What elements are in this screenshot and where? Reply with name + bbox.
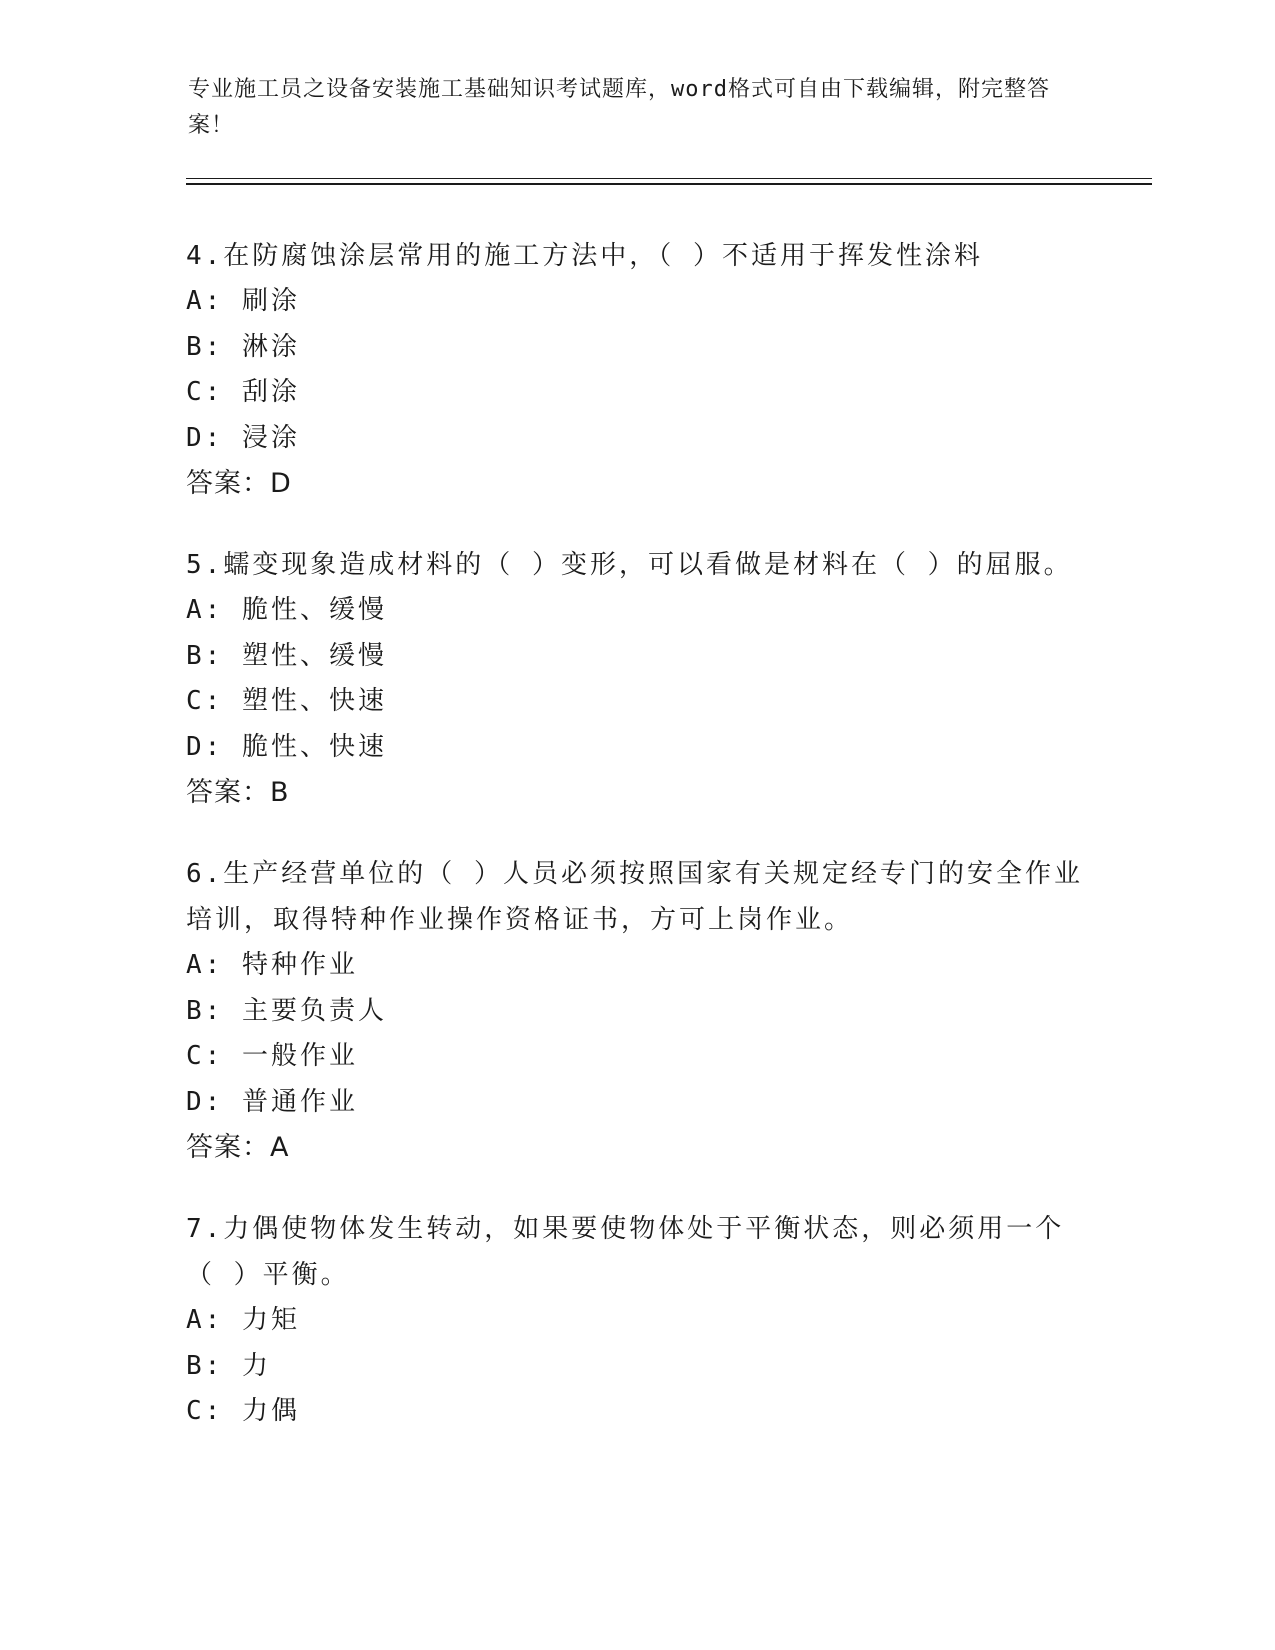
question-5 [186,542,1086,815]
option-c: C: 力偶 [186,1396,300,1426]
option-a: A: 刷涂 [186,286,300,316]
option-d: D: 脆性、快速 [186,731,387,762]
option-d: D: 普通作业 [186,1086,358,1117]
answer-line: 答案：B [186,777,290,808]
question-text: 7.力偶使物体发生转动，如果要使物体处于平衡状态，则必须用一个（ ）平衡。 [186,1214,1065,1290]
option-b: B: 力 [186,1350,271,1381]
answer-line: 答案：D [186,468,292,499]
question-4 [186,233,1086,506]
option-b: B: 淋涂 [186,331,300,362]
question-6 [186,851,1086,1170]
option-b: B: 塑性、缓慢 [186,640,387,671]
question-list [186,233,1086,1471]
header-divider-thick [186,183,1152,185]
option-d: D: 浸涂 [186,422,300,453]
option-c: C: 刮涂 [186,377,300,407]
option-c: C: 一般作业 [186,1041,358,1071]
option-a: A: 脆性、缓慢 [186,595,387,625]
option-a: A: 特种作业 [186,950,358,980]
question-text: 4.在防腐蚀涂层常用的施工方法中，（ ）不适用于挥发性涂料 [186,241,983,271]
question-text: 6.生产经营单位的（ ）人员必须按照国家有关规定经专门的安全作业培训，取得特种作业操作资格证书，方可上岗作业。 [186,859,1083,935]
option-c: C: 塑性、快速 [186,686,387,716]
header-divider-thin [186,178,1152,179]
option-b: B: 主要负责人 [186,995,387,1026]
answer-line: 答案：A [186,1132,290,1163]
option-a: A: 力矩 [186,1305,300,1335]
document-header: 专业施工员之设备安装施工基础知识考试题库，word格式可自由下载编辑，附完整答案！ [188,77,1050,138]
question-text: 5.蠕变现象造成材料的（ ）变形，可以看做是材料在（ ）的屈服。 [186,550,1073,580]
question-7 [186,1206,1086,1435]
